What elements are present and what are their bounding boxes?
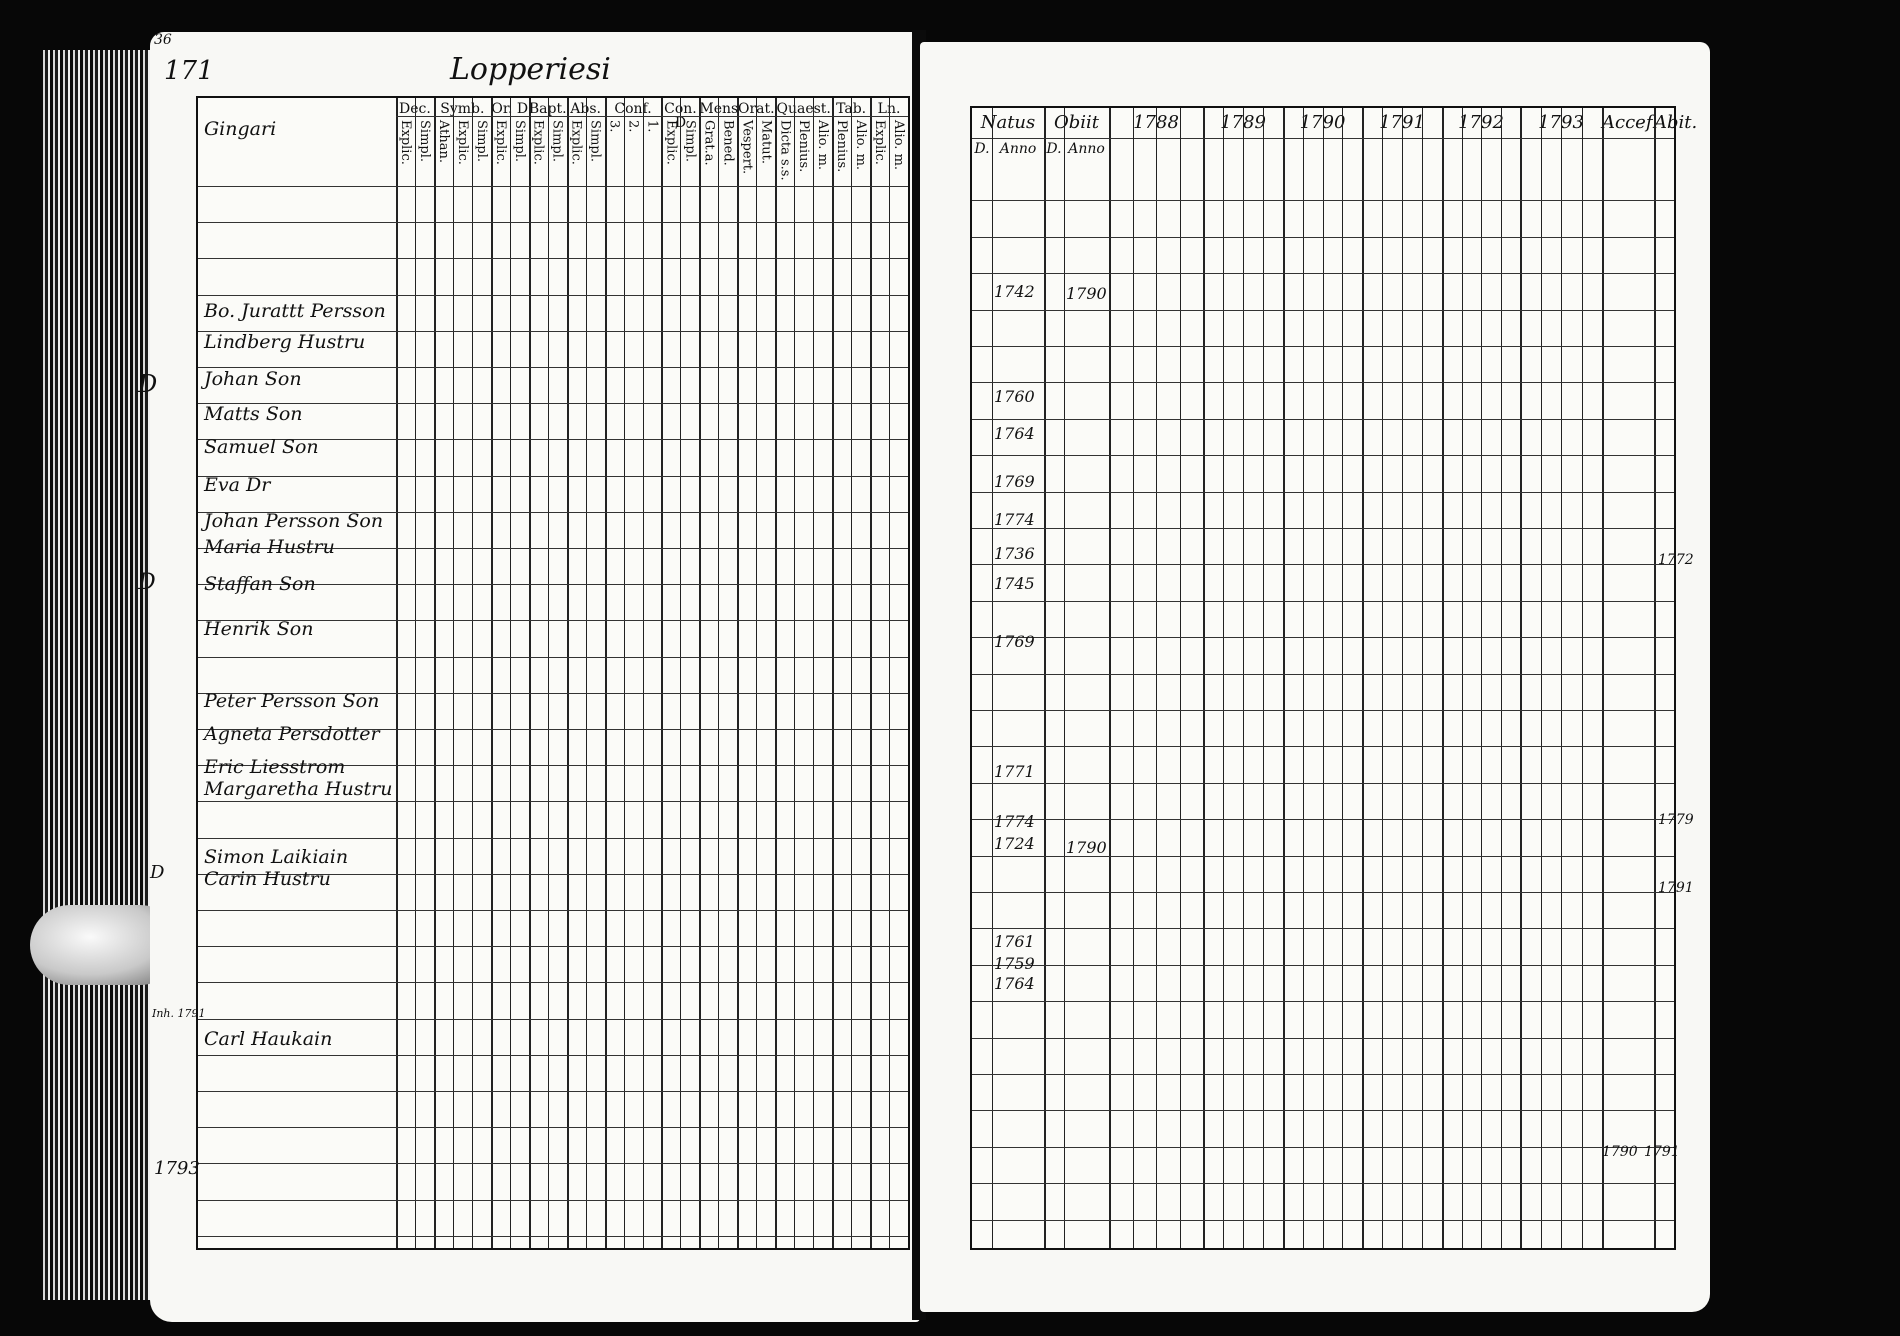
column-divider bbox=[1654, 108, 1656, 1248]
register-entry-name: Henrik Son bbox=[204, 618, 314, 640]
column-divider bbox=[1520, 108, 1522, 1248]
birth-year: 1761 bbox=[994, 932, 1035, 951]
column-header: 1793 bbox=[1538, 112, 1584, 133]
sub-column-divider bbox=[889, 98, 890, 1248]
column-divider bbox=[396, 98, 398, 1248]
column-divider bbox=[1283, 108, 1285, 1248]
row-line bbox=[972, 528, 1674, 529]
register-entry-name: Samuel Son bbox=[204, 436, 319, 458]
row-line bbox=[972, 237, 1674, 238]
column-sub-header: Explic. bbox=[663, 120, 679, 165]
column-divider bbox=[661, 98, 663, 1248]
death-year: 1790 bbox=[1066, 284, 1107, 303]
sub-column-divider bbox=[1481, 108, 1482, 1248]
first-column-label: Gingari bbox=[204, 118, 277, 140]
row-line bbox=[198, 910, 908, 911]
left-register-table bbox=[196, 96, 910, 1250]
right-page bbox=[920, 42, 1710, 1312]
sub-column-divider bbox=[1561, 108, 1562, 1248]
row-line bbox=[972, 819, 1674, 820]
sub-column-divider bbox=[1303, 108, 1304, 1248]
column-sub-header: D. bbox=[1046, 141, 1062, 157]
register-entry-name: Lindberg Hustru bbox=[204, 331, 366, 353]
page-number: 171 bbox=[164, 56, 214, 86]
sub-column-divider bbox=[756, 98, 757, 1248]
column-group-header: Mens bbox=[699, 101, 739, 117]
column-sub-header: Alio. m. bbox=[891, 120, 907, 171]
left-page bbox=[138, 32, 920, 1322]
sub-column-divider bbox=[415, 98, 416, 1248]
row-line bbox=[972, 1183, 1674, 1184]
column-sub-header: Anno bbox=[999, 141, 1037, 157]
column-header: 1789 bbox=[1220, 112, 1266, 133]
column-divider bbox=[1442, 108, 1444, 1248]
sub-column-divider bbox=[1402, 108, 1403, 1248]
column-sub-header: Simpl. bbox=[682, 120, 698, 163]
column-divider bbox=[434, 98, 436, 1248]
column-divider bbox=[832, 98, 834, 1248]
column-divider bbox=[870, 98, 872, 1248]
row-line bbox=[972, 419, 1674, 420]
column-header: Abit. bbox=[1654, 112, 1698, 133]
column-sub-header: Simpl. bbox=[473, 120, 489, 163]
accessit-year: 1772 bbox=[1658, 552, 1694, 568]
birth-year: 1769 bbox=[994, 632, 1035, 651]
sub-column-divider bbox=[813, 98, 814, 1248]
sub-column-divider bbox=[643, 98, 644, 1248]
column-divider bbox=[1109, 108, 1111, 1248]
sub-column-divider bbox=[1342, 108, 1343, 1248]
row-line bbox=[972, 674, 1674, 675]
column-divider bbox=[1203, 108, 1205, 1248]
margin-note: D bbox=[150, 862, 165, 883]
birth-year: 1742 bbox=[994, 282, 1035, 301]
column-sub-header: Explic. bbox=[492, 120, 508, 165]
column-header: 1788 bbox=[1133, 112, 1179, 133]
register-entry-name: Eric Liesstrom bbox=[204, 756, 346, 778]
sub-column-divider bbox=[794, 98, 795, 1248]
sub-column-divider bbox=[1422, 108, 1423, 1248]
sub-column-divider bbox=[1382, 108, 1383, 1248]
sub-column-divider bbox=[1180, 108, 1181, 1248]
column-group-header: Ln. bbox=[877, 101, 901, 117]
column-sub-header: Dicta s.s. bbox=[777, 120, 793, 181]
column-group-header: Quaest. bbox=[776, 101, 831, 117]
register-entry-name: Matts Son bbox=[204, 403, 303, 425]
row-line bbox=[198, 657, 908, 658]
column-divider bbox=[775, 98, 777, 1248]
sub-column-divider bbox=[718, 98, 719, 1248]
column-sub-header: Vespert. bbox=[739, 120, 755, 175]
column-sub-header: Alio. m. bbox=[815, 120, 831, 171]
column-group-header: Or. D bbox=[491, 101, 529, 117]
register-entry-name: Agneta Persdotter bbox=[204, 723, 380, 745]
column-sub-header: Plenius. bbox=[796, 120, 812, 173]
row-line bbox=[972, 310, 1674, 311]
row-line bbox=[972, 1110, 1674, 1111]
register-entry-name: Eva Dr bbox=[204, 474, 271, 496]
birth-year: 1769 bbox=[994, 472, 1035, 491]
sub-column-divider bbox=[453, 98, 454, 1248]
margin-note: D bbox=[138, 370, 158, 398]
death-year: 1790 bbox=[1066, 838, 1107, 857]
column-divider bbox=[529, 98, 531, 1248]
row-line bbox=[198, 1019, 908, 1020]
birth-year: 1724 bbox=[994, 834, 1035, 853]
row-line bbox=[198, 476, 908, 477]
row-line bbox=[198, 1236, 908, 1237]
row-line bbox=[972, 783, 1674, 784]
column-divider bbox=[1602, 108, 1604, 1248]
register-entry-name: Maria Hustru bbox=[204, 536, 335, 558]
row-line bbox=[972, 564, 1674, 565]
column-sub-header: Alio. m. bbox=[853, 120, 869, 171]
row-line bbox=[198, 367, 908, 368]
column-group-header: Con. D bbox=[664, 101, 697, 131]
row-line bbox=[972, 892, 1674, 893]
column-sub-header: Anno bbox=[1068, 141, 1105, 157]
book-page-edges bbox=[40, 50, 160, 1300]
column-sub-header: Explic. bbox=[568, 120, 584, 165]
column-group-header: Orat. bbox=[737, 101, 775, 117]
row-line bbox=[972, 273, 1674, 274]
column-divider bbox=[1362, 108, 1364, 1248]
column-header: Obiit bbox=[1053, 112, 1100, 133]
column-sub-header: Plenius. bbox=[834, 120, 850, 173]
sub-column-divider bbox=[1064, 108, 1065, 1248]
row-line bbox=[972, 1220, 1674, 1221]
column-sub-header: Explic. bbox=[872, 120, 888, 165]
row-line bbox=[972, 200, 1674, 201]
margin-note: D bbox=[138, 570, 156, 595]
column-sub-header: Explic. bbox=[398, 120, 413, 165]
column-sub-header: Matut. bbox=[758, 120, 774, 165]
row-line bbox=[972, 601, 1674, 602]
row-line bbox=[198, 946, 908, 947]
sub-column-divider bbox=[1156, 108, 1157, 1248]
row-line bbox=[972, 928, 1674, 929]
row-line bbox=[972, 1001, 1674, 1002]
row-line bbox=[972, 965, 1674, 966]
row-line bbox=[972, 382, 1674, 383]
sub-column-divider bbox=[1243, 108, 1244, 1248]
row-line bbox=[972, 710, 1674, 711]
sub-column-divider bbox=[1263, 108, 1264, 1248]
row-line bbox=[198, 403, 908, 404]
column-sub-header: 1. bbox=[644, 120, 660, 133]
sub-column-divider bbox=[1501, 108, 1502, 1248]
birth-year: 1771 bbox=[994, 762, 1035, 781]
sub-column-divider bbox=[548, 98, 549, 1248]
column-sub-header: Bened. bbox=[720, 120, 736, 166]
column-divider bbox=[737, 98, 739, 1248]
column-sub-header: Explic. bbox=[454, 120, 470, 165]
column-divider bbox=[605, 98, 607, 1248]
sub-column-divider bbox=[851, 98, 852, 1248]
birth-year: 1774 bbox=[994, 510, 1035, 529]
column-sub-header: Simpl. bbox=[587, 120, 603, 163]
register-entry-name: Carl Haukain bbox=[204, 1028, 333, 1050]
corner-number: 36 bbox=[154, 32, 172, 48]
column-divider bbox=[699, 98, 701, 1248]
sub-column-divider bbox=[1133, 108, 1134, 1248]
column-header: Accef. bbox=[1602, 112, 1658, 133]
header-divider bbox=[198, 186, 908, 187]
row-line bbox=[198, 838, 908, 839]
column-sub-header: Explic. bbox=[530, 120, 546, 165]
birth-year: 1764 bbox=[994, 424, 1035, 443]
abiit-year: 1791 bbox=[1644, 1144, 1680, 1160]
column-sub-header: Simpl. bbox=[511, 120, 527, 163]
column-header: 1792 bbox=[1458, 112, 1504, 133]
column-group-header: Symb. bbox=[440, 101, 485, 117]
register-entry-name: Peter Persson Son bbox=[204, 690, 380, 712]
register-entry-name: Johan Persson Son bbox=[204, 510, 384, 532]
village-heading: Lopperiesi bbox=[450, 52, 611, 87]
column-divider bbox=[1044, 108, 1046, 1248]
column-header: 1790 bbox=[1299, 112, 1346, 133]
row-line bbox=[972, 1147, 1674, 1148]
column-group-header: Tab. bbox=[836, 101, 867, 117]
row-line bbox=[972, 1074, 1674, 1075]
sub-column-divider bbox=[624, 98, 625, 1248]
right-register-table bbox=[970, 106, 1698, 1250]
row-line bbox=[198, 982, 908, 983]
row-line bbox=[198, 1055, 908, 1056]
row-line bbox=[198, 295, 908, 296]
birth-year: 1764 bbox=[994, 974, 1035, 993]
birth-year: 1774 bbox=[994, 812, 1035, 831]
column-sub-header: Athan. bbox=[435, 120, 451, 164]
row-line bbox=[198, 1127, 908, 1128]
column-sub-header: Grat.a. bbox=[701, 120, 717, 166]
register-entry-name: Johan Son bbox=[204, 368, 302, 390]
sub-column-divider bbox=[1323, 108, 1324, 1248]
column-header: Natus bbox=[980, 112, 1036, 133]
column-divider bbox=[567, 98, 569, 1248]
register-entry-name: Margaretha Hustru bbox=[204, 778, 393, 800]
row-line bbox=[972, 492, 1674, 493]
header-divider bbox=[396, 116, 908, 117]
sub-column-divider bbox=[472, 98, 473, 1248]
row-line bbox=[198, 258, 908, 259]
row-line bbox=[972, 1038, 1674, 1039]
row-line bbox=[972, 455, 1674, 456]
column-group-header: Abs. bbox=[570, 101, 601, 117]
column-group-header: Conf. bbox=[614, 101, 652, 117]
margin-note: Inh. 1791 bbox=[152, 1007, 206, 1020]
column-sub-header: 2. bbox=[625, 120, 641, 133]
sub-column-divider bbox=[586, 98, 587, 1248]
row-line bbox=[198, 1091, 908, 1092]
column-header: 1791 bbox=[1379, 112, 1425, 133]
birth-year: 1745 bbox=[994, 574, 1035, 593]
register-entry-name: Staffan Son bbox=[204, 573, 316, 595]
row-line bbox=[198, 222, 908, 223]
row-line bbox=[198, 1200, 908, 1201]
sub-column-divider bbox=[1462, 108, 1463, 1248]
sub-column-divider bbox=[680, 98, 681, 1248]
row-line bbox=[972, 346, 1674, 347]
sub-column-divider bbox=[1223, 108, 1224, 1248]
sub-column-divider bbox=[510, 98, 511, 1248]
birth-year: 1759 bbox=[994, 954, 1035, 973]
accessit-year: 1779 bbox=[1658, 812, 1694, 828]
row-line bbox=[972, 746, 1674, 747]
row-line bbox=[972, 637, 1674, 638]
accessit-year: 1790 bbox=[1602, 1144, 1638, 1160]
row-line bbox=[198, 1163, 908, 1164]
row-line bbox=[198, 801, 908, 802]
column-sub-header: Simpl. bbox=[549, 120, 565, 163]
column-sub-header: 3. bbox=[606, 120, 622, 133]
column-group-header: Dec. bbox=[399, 101, 431, 117]
register-entry-name: Carin Hustru bbox=[204, 868, 331, 890]
birth-year: 1760 bbox=[994, 387, 1035, 406]
register-entry-name: Simon Laikiain bbox=[204, 846, 349, 868]
sub-column-divider bbox=[1541, 108, 1542, 1248]
sub-column-divider bbox=[1582, 108, 1583, 1248]
column-group-header: Bapt. bbox=[528, 101, 567, 117]
accessit-year: 1791 bbox=[1658, 880, 1694, 896]
column-sub-header: Simpl. bbox=[416, 120, 432, 163]
column-divider bbox=[491, 98, 493, 1248]
birth-year: 1736 bbox=[994, 544, 1035, 563]
register-entry-name: Bo. Jurattt Persson bbox=[204, 300, 386, 322]
margin-note: 1793 bbox=[154, 1158, 200, 1179]
column-sub-header: D. bbox=[974, 141, 990, 157]
sub-column-divider bbox=[992, 108, 993, 1248]
